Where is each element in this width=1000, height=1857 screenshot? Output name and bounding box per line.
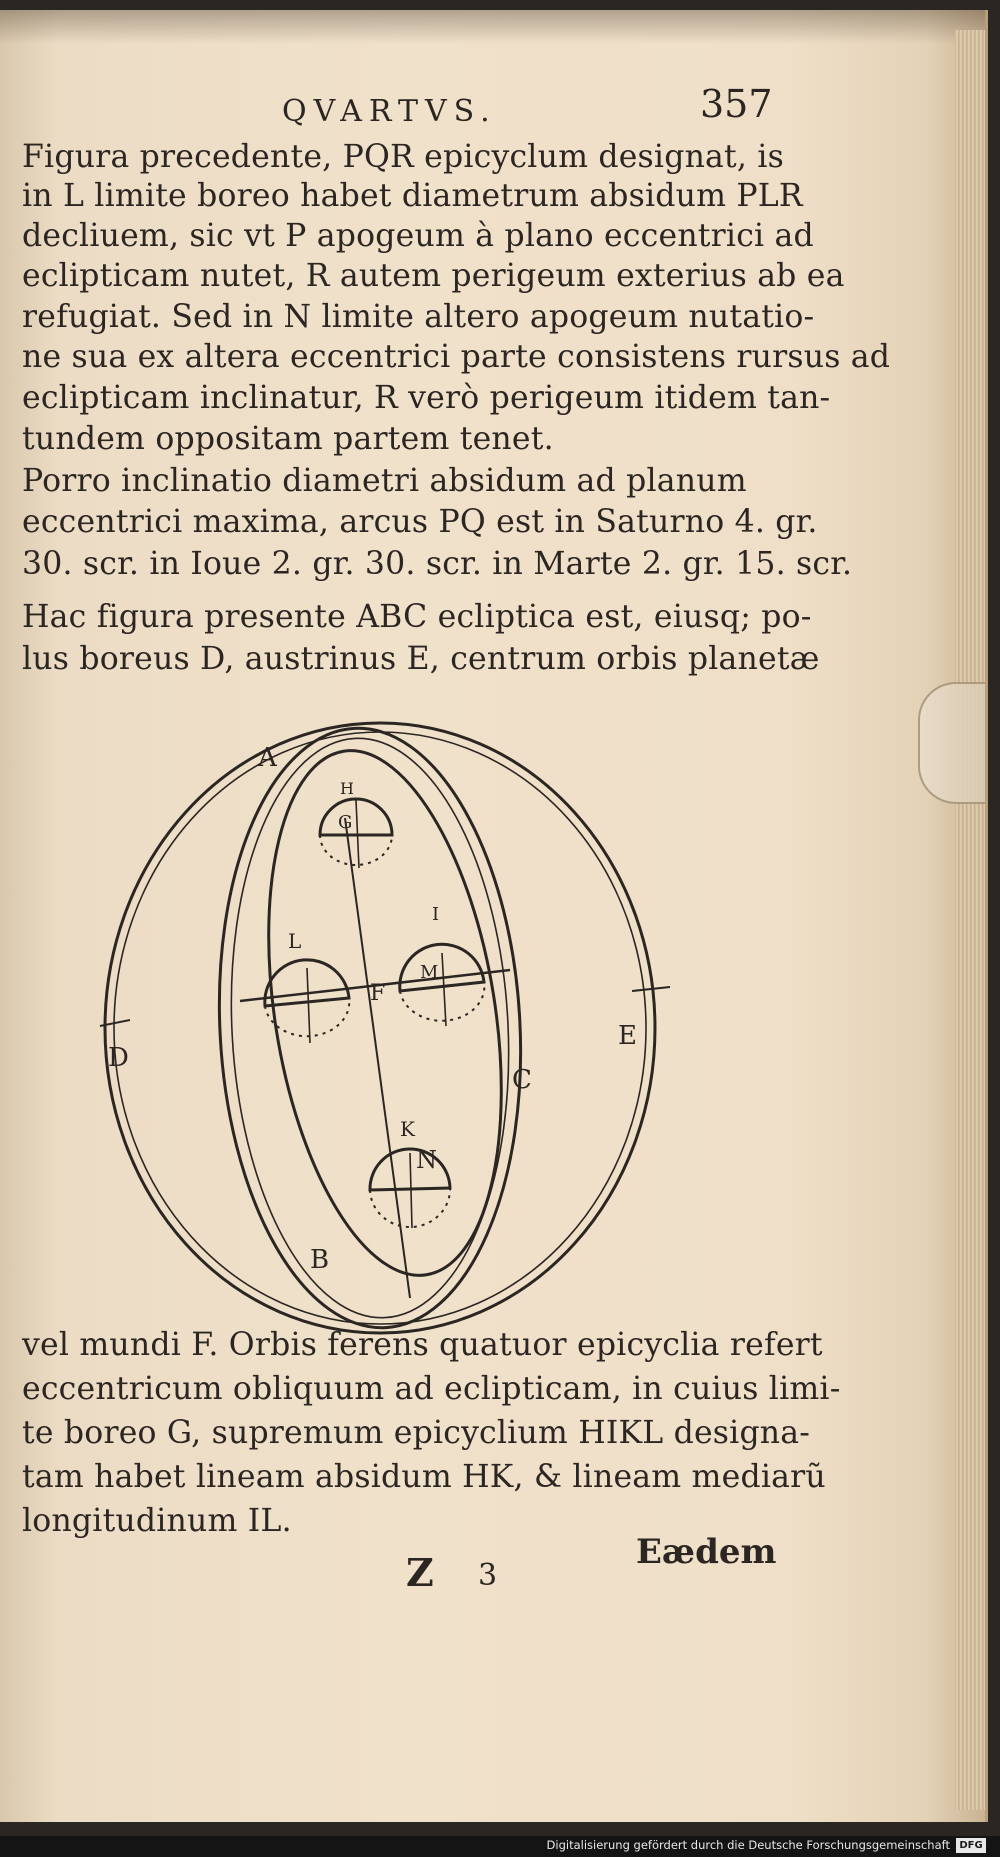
- epicycle-left-axis: [307, 968, 310, 1043]
- label-f: F: [370, 981, 386, 1006]
- page-top-shadow: [0, 10, 985, 44]
- text-line: 30. scr. in Ioue 2. gr. 30. scr. in Marte 2. gr. 15. scr.: [22, 546, 853, 582]
- label-l: L: [288, 929, 302, 953]
- eccentric-orbit-ellipse: [235, 734, 535, 1292]
- dfg-logo: DFG: [956, 1838, 986, 1853]
- text-line: eclipticam nutet, R autem perigeum exterius ab ea: [22, 258, 845, 294]
- text-line: lus boreus D, austrinus E, centrum orbis planetæ: [22, 641, 820, 677]
- celestial-sphere-diagram: [70, 708, 690, 1348]
- text-line: eccentrici maxima, arcus PQ est in Saturno 4. gr.: [22, 504, 818, 540]
- text-line: Figura precedente, PQR epicyclum designat, is: [22, 139, 784, 175]
- ecliptic-outer-circle: [105, 723, 655, 1333]
- pole-axis-e: [632, 987, 670, 991]
- text-line: in L limite boreo habet diametrum absidum PLR: [22, 178, 803, 214]
- text-line: longitudinum IL.: [22, 1503, 292, 1539]
- text-line: te boreo G, supremum epicyclium HIKL designa-: [22, 1415, 811, 1451]
- label-g: G: [338, 812, 353, 833]
- label-c: C: [512, 1065, 532, 1095]
- fore-edge: [955, 30, 985, 1810]
- text-line: Hac figura presente ABC ecliptica est, eiusq; po-: [22, 599, 812, 635]
- label-d: D: [108, 1043, 129, 1073]
- colure-inner-ellipse: [217, 731, 523, 1325]
- page-number: 357: [700, 82, 773, 126]
- label-h: H: [340, 779, 354, 798]
- colure-outer-ellipse: [205, 721, 536, 1336]
- text-line: tam habet lineam absidum HK, & lineam mediarũ: [22, 1459, 826, 1495]
- text-line: refugiat. Sed in N limite altero apogeum nutatio-: [22, 299, 815, 335]
- label-n: N: [416, 1146, 437, 1174]
- label-e: E: [618, 1021, 637, 1051]
- text-line: eccentricum obliquum ad eclipticam, in cuius limi-: [22, 1371, 841, 1407]
- label-b: B: [310, 1245, 330, 1275]
- label-k: K: [400, 1117, 415, 1141]
- label-a: A: [258, 743, 277, 773]
- label-m: M: [420, 962, 439, 983]
- text-line: tundem oppositam partem tenet.: [22, 421, 554, 457]
- page-tab: [918, 682, 988, 804]
- ecliptic-inner-circle: [114, 732, 646, 1324]
- text-line: ne sua ex altera eccentrici parte consistens rursus ad: [22, 339, 891, 375]
- text-line: decliuem, sic vt P apogeum à plano eccentrici ad: [22, 218, 814, 254]
- digitization-credit: Digitalisierung gefördert durch die Deutsche Forschungsgemeinschaft: [546, 1838, 950, 1852]
- epicycle-bottom-dotted: [370, 1188, 450, 1227]
- epicycle-right: [400, 944, 484, 991]
- epicycle-top-dotted: [320, 835, 392, 865]
- text-line: vel mundi F. Orbis ferens quatuor epicyclia refert: [22, 1327, 823, 1363]
- book-page: [0, 10, 988, 1822]
- running-head: QVARTVS.: [282, 94, 497, 129]
- epicycle-bottom-axis: [410, 1153, 412, 1228]
- epicycle-right-axis: [442, 953, 446, 1026]
- text-line: eclipticam inclinatur, R verò perigeum itidem tan-: [22, 380, 831, 416]
- label-i: I: [432, 904, 440, 925]
- signature-mark: Z: [406, 1550, 434, 1595]
- catchword: Eædem: [636, 1532, 777, 1572]
- signature-number: 3: [478, 1558, 498, 1593]
- text-line: Porro inclinatio diametri absidum ad planum: [22, 463, 747, 499]
